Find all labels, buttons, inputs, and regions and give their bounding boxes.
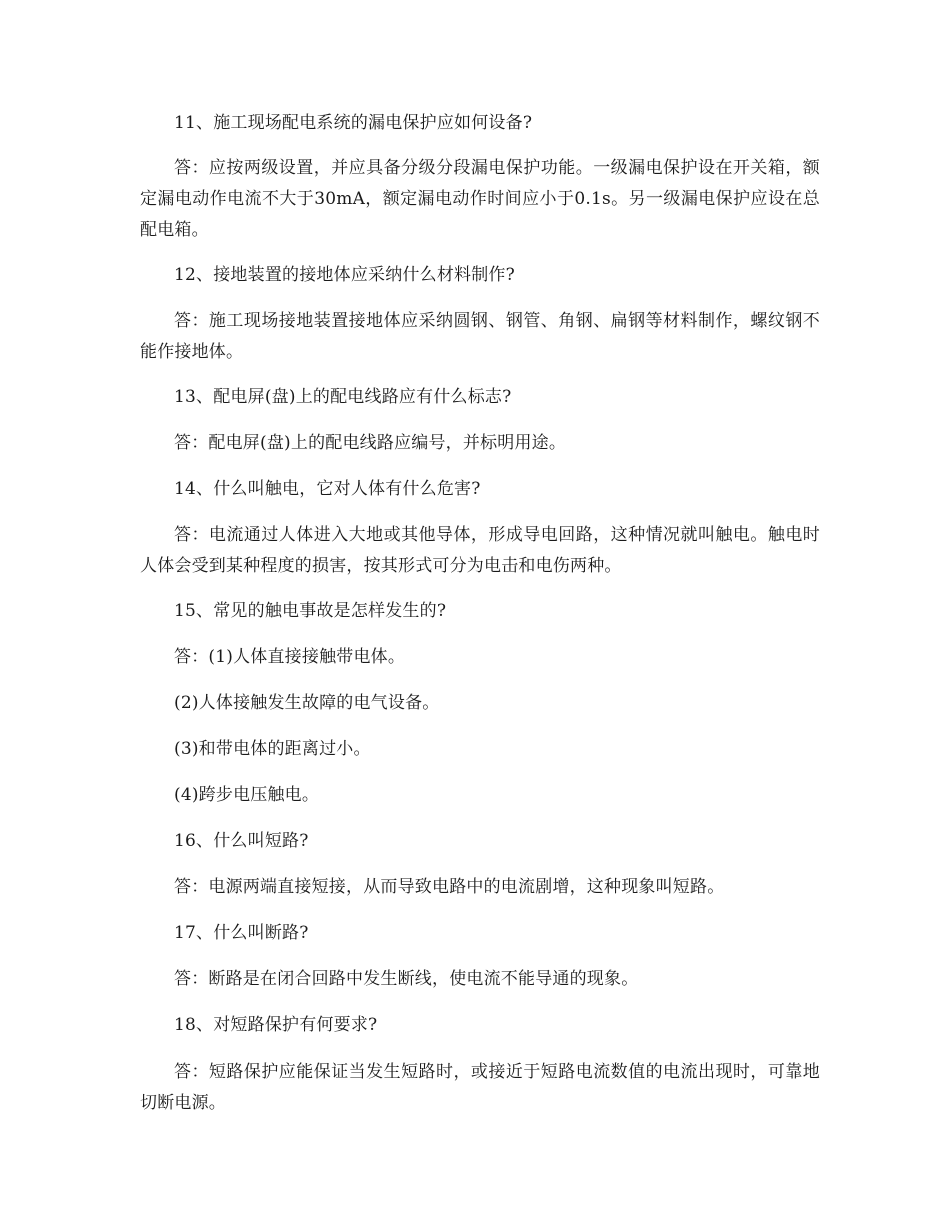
question-12: 12、接地装置的接地体应采纳什么材料制作? — [174, 265, 515, 285]
question-18: 18、对短路保护有何要求? — [174, 1015, 378, 1035]
answer-15-item-4: (4)跨步电压触电。 — [174, 785, 320, 805]
question-14: 14、什么叫触电，它对人体有什么危害? — [174, 479, 481, 499]
answer-16: 答：电源两端直接短接，从而导致电路中的电流剧增，这种现象叫短路。 — [174, 877, 725, 897]
question-17: 17、什么叫断路? — [174, 923, 309, 943]
answer-18: 答：短路保护应能保证当发生短路时，或接近于短路电流数值的电流出现时，可靠地切断电源。 — [140, 1062, 820, 1113]
question-11: 11、施工现场配电系统的漏电保护应如何设备? — [174, 113, 533, 133]
question-16: 16、什么叫短路? — [174, 831, 309, 851]
answer-11: 答：应按两级设置，并应具备分级分段漏电保护功能。一级漏电保护设在开关箱，额定漏电动作电流不大于30mA，额定漏电动作时间应小于0.1s。另一级漏电保护应设在总配电箱。 — [140, 158, 820, 240]
answer-15-item-1: 答：(1)人体直接接触带电体。 — [174, 647, 406, 667]
answer-13: 答：配电屏(盘)上的配电线路应编号，并标明用途。 — [174, 433, 567, 453]
answer-14: 答：电流通过人体进入大地或其他导体，形成导电回路，这种情况就叫触电。触电时人体会受到某种程度的损害，按其形式可分为电击和电伤两种。 — [140, 525, 820, 576]
question-15: 15、常见的触电事故是怎样发生的? — [174, 601, 447, 621]
answer-15-item-3: (3)和带电体的距离过小。 — [174, 739, 371, 759]
answer-15-item-2: (2)人体接触发生故障的电气设备。 — [174, 693, 440, 713]
question-13: 13、配电屏(盘)上的配电线路应有什么标志? — [174, 387, 512, 407]
answer-12: 答：施工现场接地装置接地体应采纳圆钢、钢管、角钢、扁钢等材料制作，螺纹钢不能作接地体。 — [140, 311, 820, 362]
answer-17: 答：断路是在闭合回路中发生断线，使电流不能导通的现象。 — [174, 969, 639, 989]
